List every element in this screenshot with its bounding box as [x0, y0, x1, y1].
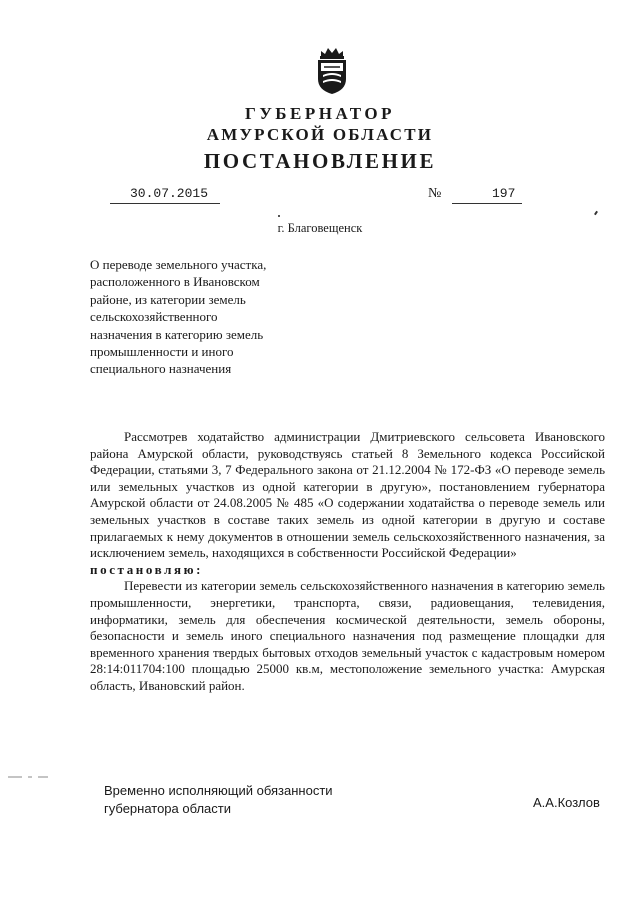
margin-marks [8, 774, 48, 780]
subject-line: специального назначения [90, 361, 232, 377]
decision-paragraph: Перевести из категории земель сельскохозяйственного назначения в категорию земель промышленности, энергетики, транспорта, связи, радиовещания, телевидения, информатики, земель для обеспечения космической деятельности, земель обороны, безопасности и земель иного специального назначения под размещение площадки для временного хранения твердых бытовых отходов земельный участок с кадастровым номером 28:14:011704:100 площадью 25000 кв.м, местоположение земельного участка: Амурская область, Ивановский район. [90, 578, 605, 693]
coat-of-arms-emblem [312, 46, 352, 96]
number-underline [452, 203, 522, 204]
decree-word: постановляю: [90, 561, 204, 577]
preamble-paragraph: Рассмотрев ходатайство администрации Дмитриевского сельсовета Ивановского района Амурской области, руководствуясь статьей 8 Земельного кодекса Российской Федерации, статьями 3, 7 Федерального закона от 21.12.2004 № 172-ФЗ «О переводе земель или земельных участков из одной категории в другую», постановлением губернатора Амурской области от 24.08.2005 № 485 «О содержании ходатайства о переводе земель или земельных участков в составе таких земель из одной категории в другую и составе прилагаемых к нему документов в отношении земель сельскохозяйственного назначения, за исключением земель, находящихся в собственности Российской Федерации» [90, 429, 605, 561]
subject-line: расположенного в Ивановском [90, 274, 260, 290]
region-heading: АМУРСКОЙ ОБЛАСТИ [206, 125, 434, 144]
date-underline [110, 203, 220, 204]
subject-block [90, 256, 315, 378]
signer-name: А.А.Козлов [533, 795, 600, 810]
scan-mark [594, 211, 598, 215]
city-line: г. Благовещенск [277, 221, 363, 235]
document-date: 30.07.2015 [130, 186, 209, 201]
subject-line: районе, из категории земель [90, 291, 246, 307]
signer-position-line: губернатора области [104, 801, 232, 816]
document-type-heading: ПОСТАНОВЛЕНИЕ [203, 149, 437, 173]
document-body [90, 429, 605, 695]
number-sign: № [428, 186, 442, 201]
scan-speck [278, 215, 280, 217]
document-number: 197 [492, 186, 516, 201]
subject-line: О переводе земельного участка, [90, 257, 267, 272]
signer-position-line: Временно исполняющий обязанности [104, 783, 333, 798]
signer-position [104, 782, 333, 818]
governor-heading: ГУБЕРНАТОР [245, 104, 395, 123]
subject-line: назначения в категорию земель [90, 326, 264, 342]
subject-line: промышленности и иного [90, 344, 234, 360]
subject-line: сельскохозяйственного [90, 309, 218, 325]
